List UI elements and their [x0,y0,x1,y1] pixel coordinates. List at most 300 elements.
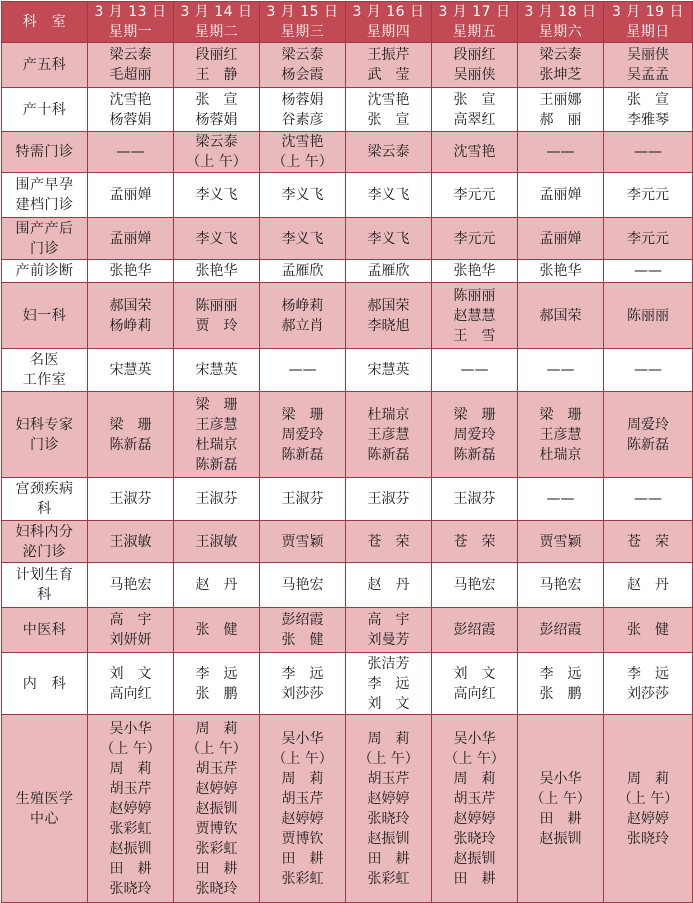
doctor-name: （上 午） [617,790,679,807]
doctor-cell [88,218,174,260]
doctor-name: 武 莹 [367,67,410,83]
doctor-name: 陈新磊 [109,436,152,453]
doctor-name: 张 宣 [453,91,496,108]
day-date: 3 月 13 日 [94,4,167,20]
doctor-cell [432,283,518,349]
doctor-cell [260,715,346,903]
doctor-name: 孟雁欣 [367,263,410,279]
doctor-name: 王淑芬 [453,491,496,507]
doctor-cell [174,260,260,283]
doctor-cell [346,478,432,521]
doctor-name: 梁云泰 [109,47,152,63]
doctor-cell [604,349,693,392]
doctor-name: 王彦慧 [195,416,238,433]
doctor-name: 杨峥莉 [281,297,324,314]
doctor-cell [346,260,432,283]
schedule-row [2,521,693,563]
doctor-name: 梁云泰 [539,47,582,63]
doctor-name: —— [546,362,575,378]
day-header [432,2,518,43]
dept-name-line: 围产早孕 [15,177,74,193]
doctor-cell [518,173,604,218]
doctor-name: 吴丽侠 [627,47,669,63]
doctor-cell [88,88,174,132]
doctor-name: 李晓旭 [367,317,410,334]
doctor-name: 胡玉芹 [367,770,410,787]
doctor-name: 周 莉 [627,770,669,787]
doctor-name: 毛超丽 [109,67,152,83]
doctor-cell [518,563,604,608]
doctor-name: 刘妍妍 [109,632,152,648]
doctor-cell [88,132,174,173]
doctor-name: 彭绍霞 [281,612,324,628]
doctor-cell [88,478,174,521]
doctor-name: 高向红 [453,685,496,702]
doctor-cell [604,392,693,478]
doctor-name: 梁 珊 [281,406,324,423]
doctor-name: 赵婷婷 [109,800,152,817]
day-weekday: 星期一 [108,24,153,40]
doctor-name: 李 远 [195,665,238,682]
doctor-name: 李义飞 [367,230,410,247]
dept-name [2,173,88,218]
doctor-cell [432,88,518,132]
doctor-name: 李 远 [367,675,410,692]
doctor-name: 周 莉 [195,720,238,737]
doctor-cell [518,132,604,173]
doctor-cell [346,349,432,392]
doctor-name: （上 午） [444,750,505,767]
dept-name-line: 内 科 [22,675,67,692]
dept-name-line: 中心 [30,810,59,827]
doctor-name: 苍 荣 [453,533,496,550]
dept-name-line: 中医科 [22,622,67,638]
doctor-name: 李义飞 [195,230,238,247]
doctor-name: 赵振钏 [539,830,582,847]
schedule-row [2,173,693,218]
doctor-name: 贾博钦 [195,820,238,837]
doctor-name: 梁 珊 [109,416,152,433]
doctor-cell [174,653,260,715]
doctor-name: 李元元 [627,230,669,247]
doctor-name: 郝 丽 [539,111,582,128]
doctor-name: 赵 丹 [627,577,669,593]
doctor-name: 王淑芬 [281,491,324,507]
doctor-name: 赵振钏 [453,850,496,867]
day-date: 3 月 18 日 [524,4,597,20]
dept-name-line: 妇科专家 [15,416,74,433]
day-date: 3 月 14 日 [180,4,253,20]
doctor-name: 贾博钦 [281,830,324,847]
doctor-cell [260,173,346,218]
doctor-cell [260,653,346,715]
doctor-name: 胡玉芹 [453,790,496,807]
doctor-name: 王 雪 [453,327,496,344]
doctor-name: 梁云泰 [367,144,410,160]
doctor-name: 张艳华 [453,263,496,279]
doctor-name: 王淑芬 [367,491,410,507]
day-date: 3 月 19 日 [611,4,685,20]
doctor-name: 赵婷婷 [453,810,496,827]
doctor-name: 周爱玲 [453,426,496,443]
doctor-name: 张 健 [281,632,324,648]
doctor-cell [432,173,518,218]
doctor-name: 郝国荣 [367,297,410,314]
doctor-cell [346,521,432,563]
doctor-name: 周 莉 [367,730,410,747]
doctor-cell [260,260,346,283]
doctor-cell [604,132,693,173]
day-weekday: 星期六 [538,24,583,40]
doctor-name: —— [546,144,575,160]
doctor-cell [604,218,693,260]
doctor-name: —— [634,263,662,279]
doctor-name: 沈雪艳 [453,144,496,160]
schedule-row [2,478,693,521]
doctor-name: 张坤芝 [539,67,582,83]
dept-name [2,132,88,173]
doctor-cell [604,260,693,283]
doctor-name: （上 午） [530,790,591,807]
day-weekday: 星期四 [366,24,411,40]
doctor-cell [432,349,518,392]
doctor-cell [260,563,346,608]
doctor-name: 陈丽丽 [453,287,496,304]
doctor-cell [174,218,260,260]
schedule-row [2,132,693,173]
doctor-name: 沈雪艳 [281,134,324,150]
doctor-name: 张晓玲 [627,830,669,847]
doctor-cell [260,349,346,392]
doctor-cell [518,260,604,283]
doctor-cell [346,88,432,132]
dept-name [2,653,88,715]
dept-name-line: 科 [37,587,52,603]
day-date: 3 月 17 日 [438,4,511,20]
doctor-name: 李 远 [281,665,324,682]
schedule-row [2,88,693,132]
doctor-name: 刘曼芳 [367,632,410,648]
doctor-cell [346,608,432,653]
doctor-cell [604,283,693,349]
doctor-name: 李义飞 [367,187,410,203]
doctor-cell [604,173,693,218]
doctor-name: —— [634,144,662,160]
doctor-name: 田 耕 [539,810,582,827]
doctor-cell [518,218,604,260]
doctor-cell [260,608,346,653]
doctor-cell [346,653,432,715]
doctor-cell [88,715,174,903]
schedule-row [2,349,693,392]
doctor-name: 田 耕 [281,850,324,867]
doctor-cell [174,349,260,392]
doctor-name: （上 午） [186,740,247,757]
doctor-cell [432,392,518,478]
doctor-name: 赵婷婷 [627,810,669,827]
dept-name-line: 科 [37,501,52,517]
doctor-name: 梁 珊 [453,406,496,423]
doctor-name: 赵振钏 [195,800,238,817]
doctor-cell [88,563,174,608]
doctor-name: 苍 荣 [367,533,410,550]
doctor-name: 周 莉 [109,760,152,777]
day-weekday: 星期三 [280,24,325,40]
doctor-name: 田 耕 [109,860,152,877]
doctor-name: 杨峥莉 [109,317,152,334]
doctor-cell [346,173,432,218]
doctor-name: 马艳宏 [539,577,582,593]
doctor-name: 马艳宏 [109,577,152,593]
schedule-row [2,283,693,349]
doctor-name: 李义飞 [281,230,324,247]
doctor-name: —— [460,362,489,378]
doctor-name: 杜瑞京 [195,436,238,453]
doctor-cell [518,43,604,88]
dept-name [2,218,88,260]
doctor-cell [518,88,604,132]
dept-name [2,715,88,903]
dept-name-line: 特需门诊 [15,144,74,160]
doctor-name: 王淑敏 [195,533,238,550]
doctor-name: 彭绍霞 [539,622,582,638]
doctor-cell [174,283,260,349]
dept-name [2,478,88,521]
doctor-name: 张 宣 [195,91,238,108]
doctor-cell [518,392,604,478]
doctor-cell [174,173,260,218]
doctor-name: 段丽红 [453,47,496,63]
doctor-name: 李雅琴 [627,111,669,128]
doctor-name: 赵婷婷 [195,780,238,797]
doctor-name: 吴小华 [539,770,582,787]
doctor-name: 梁 珊 [195,396,238,413]
doctor-cell [260,43,346,88]
doctor-name: 王 静 [195,67,238,83]
dept-name-line: 妇一科 [22,307,67,324]
doctor-name: 周 莉 [453,770,496,787]
dept-name-line: 门诊 [30,436,59,453]
doctor-name: 吴孟孟 [627,67,669,83]
doctor-cell [260,521,346,563]
doctor-cell [346,218,432,260]
day-header [174,2,260,43]
dept-column-header: 科 室 [2,2,88,43]
doctor-name: 高 宇 [109,612,152,628]
doctor-name: 沈雪艳 [109,91,152,108]
doctor-cell [604,478,693,521]
doctor-name: 张晓玲 [367,810,410,827]
doctor-cell [88,173,174,218]
doctor-cell [604,715,693,903]
doctor-name: 高 宇 [367,612,410,628]
doctor-name: 张艳华 [539,263,582,279]
doctor-name: 张 鹏 [539,685,582,702]
doctor-name: 张晓玲 [453,830,496,847]
doctor-cell [174,88,260,132]
day-header [346,2,432,43]
doctor-name: 刘莎莎 [281,685,324,702]
doctor-name: （上 午） [358,750,419,767]
doctor-name: 宋慧英 [195,362,238,378]
doctor-cell [174,43,260,88]
schedule-row [2,715,693,903]
doctor-cell [432,521,518,563]
doctor-cell [518,349,604,392]
doctor-cell [432,563,518,608]
doctor-name: 王丽娜 [539,91,582,108]
doctor-name: 赵婷婷 [281,810,324,827]
doctor-name: 张 健 [627,622,669,638]
doctor-cell [346,715,432,903]
doctor-name: 李元元 [453,230,496,247]
dept-name [2,349,88,392]
doctor-name: 赵振钏 [367,830,410,847]
doctor-cell [88,43,174,88]
doctor-name: （上 午） [186,154,247,170]
doctor-name: 王淑芬 [109,491,152,507]
doctor-name: —— [288,362,317,378]
doctor-cell [604,521,693,563]
day-date: 3 月 16 日 [352,4,425,20]
doctor-name: 杨蓉娟 [195,111,238,128]
doctor-name: 赵慧慧 [453,307,496,324]
doctor-cell [518,521,604,563]
doctor-name: 王振芹 [367,47,410,63]
doctor-name: 周爱玲 [627,416,669,433]
doctor-name: 高翠红 [453,111,496,128]
doctor-cell [604,653,693,715]
dept-name [2,283,88,349]
dept-name-line: 妇科内分 [15,523,74,540]
doctor-cell [518,715,604,903]
doctor-name: 赵 丹 [367,577,410,593]
doctor-cell [260,218,346,260]
doctor-name: 赵 丹 [195,577,238,593]
doctor-cell [174,608,260,653]
doctor-name: 田 耕 [453,870,496,887]
doctor-cell [174,478,260,521]
dept-name [2,608,88,653]
doctor-name: 郝立肖 [281,317,324,334]
doctor-name: 王淑敏 [109,533,152,550]
doctor-name: 孟丽婵 [539,187,582,203]
doctor-name: 张 宣 [367,111,410,128]
doctor-name: （上 午） [272,750,333,767]
doctor-cell [88,283,174,349]
day-header [260,2,346,43]
doctor-name: 孟丽婵 [539,230,582,247]
doctor-name: 张洁芳 [367,655,410,672]
doctor-name: 张彩虹 [109,820,152,837]
doctor-cell [432,478,518,521]
doctor-cell [346,132,432,173]
doctor-cell [432,653,518,715]
day-header [518,2,604,43]
schedule-row [2,43,693,88]
doctor-cell [260,478,346,521]
doctor-name: 陈丽丽 [627,307,669,324]
doctor-name: 孟丽婵 [109,230,152,247]
doctor-name: 杜瑞京 [539,446,582,463]
doctor-name: 赵振钏 [109,840,152,857]
doctor-name: 陈新磊 [453,446,496,463]
day-weekday: 星期二 [194,24,239,40]
doctor-cell [346,43,432,88]
doctor-cell [432,218,518,260]
doctor-cell [88,653,174,715]
doctor-cell [174,132,260,173]
doctor-name: —— [634,491,662,507]
doctor-name: 孟雁欣 [281,263,324,279]
doctor-name: 陈新磊 [281,446,324,463]
doctor-cell [174,563,260,608]
dept-name [2,521,88,563]
doctor-name: —— [116,144,145,160]
doctor-name: 谷素彦 [281,111,324,128]
doctor-name: 彭绍霞 [453,622,496,638]
doctor-name: 宋慧英 [367,362,410,378]
doctor-name: 高向红 [109,685,152,702]
doctor-name: 张 宣 [627,91,669,108]
dept-name [2,563,88,608]
doctor-cell [260,392,346,478]
doctor-cell [260,132,346,173]
doctor-cell [346,283,432,349]
doctor-cell [432,43,518,88]
doctor-name: 赵婷婷 [367,790,410,807]
doctor-name: 张晓玲 [109,880,152,897]
doctor-name: 张 健 [195,622,238,638]
doctor-name: （上 午） [272,154,333,170]
schedule-row [2,260,693,283]
doctor-cell [174,715,260,903]
dept-name-line: 生殖医学 [15,790,74,807]
doctor-name: 杨会霞 [281,67,324,83]
doctor-name: 李 远 [627,665,669,682]
doctor-cell [432,132,518,173]
dept-name-line: 产前诊断 [15,263,74,279]
schedule-row [2,218,693,260]
doctor-cell [174,521,260,563]
doctor-cell [432,608,518,653]
doctor-name: 李元元 [453,187,496,203]
doctor-name: 孟丽婵 [109,187,152,203]
doctor-name: 李义飞 [281,187,324,203]
day-date: 3 月 15 日 [266,4,339,20]
doctor-name: 张彩虹 [195,840,238,857]
doctor-name: 刘 文 [367,695,410,712]
doctor-cell [88,521,174,563]
doctor-name: 周爱玲 [281,426,324,443]
doctor-cell [604,563,693,608]
doctor-name: 马艳宏 [453,577,496,593]
schedule-table [1,1,693,903]
doctor-name: 张艳华 [109,263,152,279]
doctor-name: 李元元 [627,187,669,203]
doctor-name: 苍 荣 [627,533,669,550]
dept-name [2,260,88,283]
doctor-name: 刘 文 [109,665,152,682]
doctor-name: —— [634,362,662,378]
doctor-name: 周 莉 [281,770,324,787]
doctor-name: 吴丽侠 [453,67,496,83]
dept-name [2,88,88,132]
doctor-cell [518,653,604,715]
doctor-name: 吴小华 [453,730,496,747]
doctor-name: 吴小华 [109,720,152,737]
doctor-name: 段丽红 [195,47,238,63]
